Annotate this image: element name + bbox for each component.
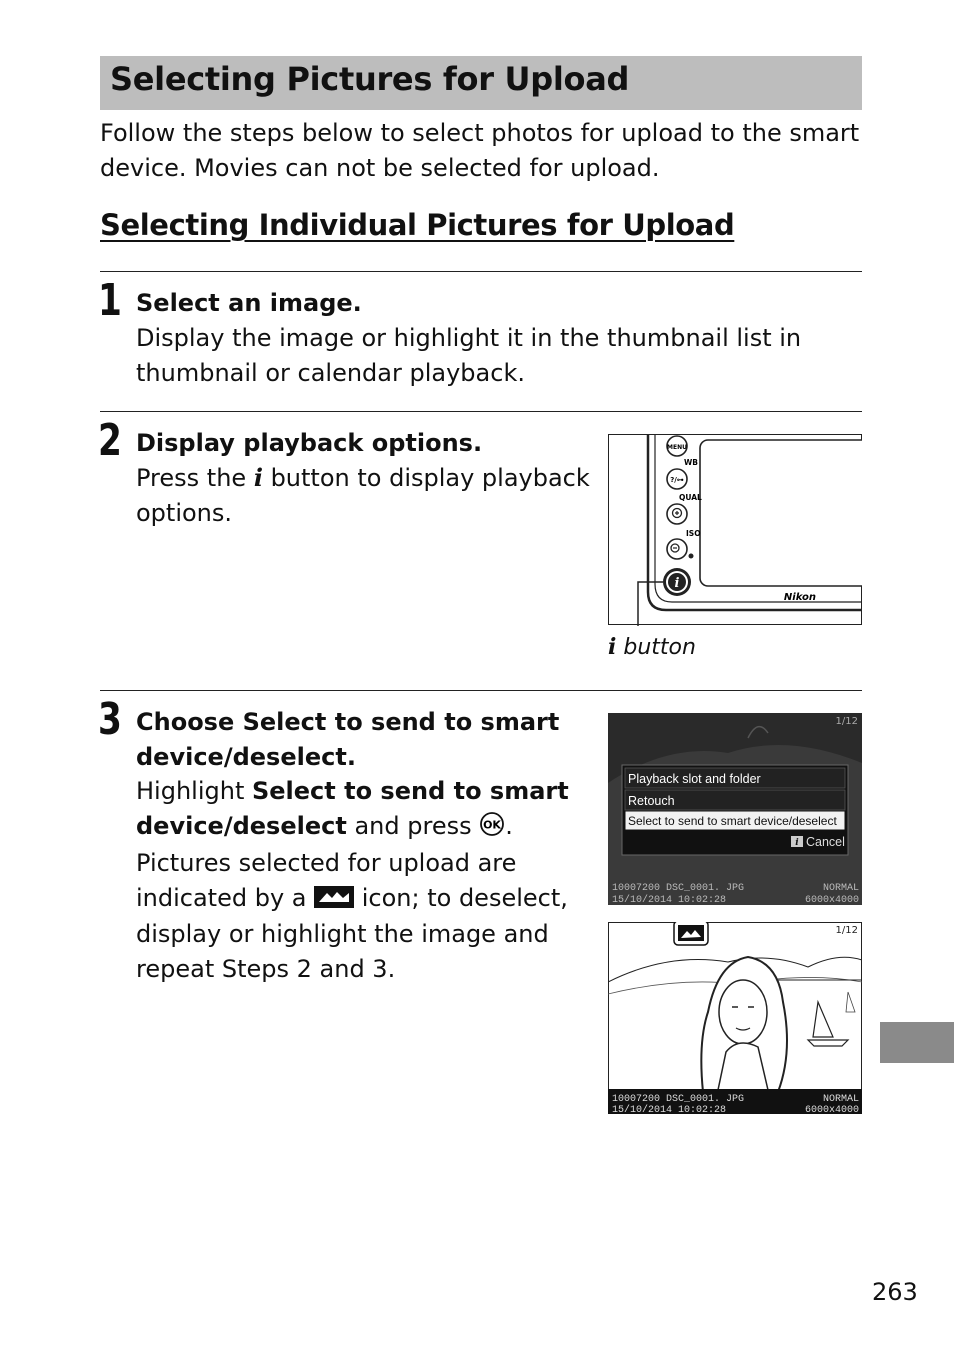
selected-photo-screenshot: [608, 922, 862, 1114]
step-2-number: 2: [98, 415, 122, 466]
cancel-label: Cancel: [806, 835, 845, 849]
step-1-body: Display the image or highlight it in the thumbnail list in thumbnail or calendar playback.: [136, 324, 802, 387]
i-button-caption: i button: [608, 634, 696, 660]
svg-text:6000x4000: 6000x4000: [804, 1105, 859, 1114]
section-title-bar: [100, 56, 862, 110]
svg-text:MENU: MENU: [667, 444, 687, 451]
chapter-tab: [880, 1022, 954, 1063]
iso-label: ISO: [686, 529, 701, 538]
help-protect-button: [667, 469, 687, 489]
menu-item-select-to-send: Select to send to smart device/deselect: [628, 814, 837, 828]
i-button: [663, 568, 691, 596]
page-number: 263: [872, 1278, 918, 1306]
svg-text:1/12: 1/12: [835, 925, 858, 936]
step-3-title: Choose Select to send to smart device/deselect.: [136, 708, 560, 771]
step-3-number: 3: [98, 694, 122, 745]
menu-button: [667, 436, 687, 456]
zoom-out-button: [667, 539, 687, 559]
svg-text:NORMAL: NORMAL: [822, 883, 859, 894]
svg-text:15/10/2014 10:02:28: 15/10/2014 10:02:28: [612, 1105, 727, 1114]
info-i-icon: i: [608, 634, 617, 660]
info-i-icon: i: [253, 463, 263, 492]
step-2-title: Display playback options.: [136, 429, 483, 457]
ok-button-icon: [479, 811, 505, 847]
wb-label: WB: [684, 458, 698, 467]
svg-text:OK: OK: [483, 818, 502, 831]
step-1-rule: [100, 271, 862, 272]
camera-back-figure: [608, 434, 862, 626]
zoom-in-button: [667, 504, 687, 524]
subsection-title: Selecting Individual Pictures for Upload: [100, 208, 735, 242]
menu-item-retouch: Retouch: [628, 794, 675, 808]
qual-label: QUAL: [679, 493, 702, 502]
step-3-body: Highlight Select to send to smart device/deselect and press OK . Pictures selected for upload are indicated by a icon; to deselect, display or highlight the image and repeat Steps 2 and 3.: [136, 777, 569, 983]
svg-text:?/⊶: ?/⊶: [670, 476, 684, 484]
step-2-rule: [100, 411, 862, 412]
svg-text:10007200 DSC_0001. JPG: 10007200 DSC_0001. JPG: [612, 1094, 745, 1105]
svg-text:NORMAL: NORMAL: [822, 1094, 859, 1105]
svg-text:i: i: [795, 838, 799, 848]
send-to-smart-device-icon: [314, 883, 354, 918]
menu-item-playback-slot: Playback slot and folder: [628, 772, 761, 786]
nikon-logo: Nikon: [783, 592, 816, 603]
svg-text:6000x4000: 6000x4000: [804, 895, 859, 905]
svg-text:10007200 DSC_0001. JPG: 10007200 DSC_0001. JPG: [612, 883, 745, 894]
svg-text:15/10/2014 10:02:28: 15/10/2014 10:02:28: [612, 895, 727, 905]
step-2-body: Press the i button to display playback options.: [136, 463, 590, 527]
svg-text:i: i: [674, 576, 680, 591]
svg-text:1/12: 1/12: [835, 716, 858, 727]
intro-paragraph: Follow the steps below to select photos for upload to the smart device. Movies can not be selected for upload.: [100, 119, 860, 182]
section-title: Selecting Pictures for Upload: [110, 60, 630, 98]
playback-menu-screenshot: [608, 713, 862, 905]
step-1-number: 1: [98, 275, 122, 326]
step-1-title: Select an image.: [136, 289, 362, 317]
step-3-rule: [100, 690, 862, 691]
